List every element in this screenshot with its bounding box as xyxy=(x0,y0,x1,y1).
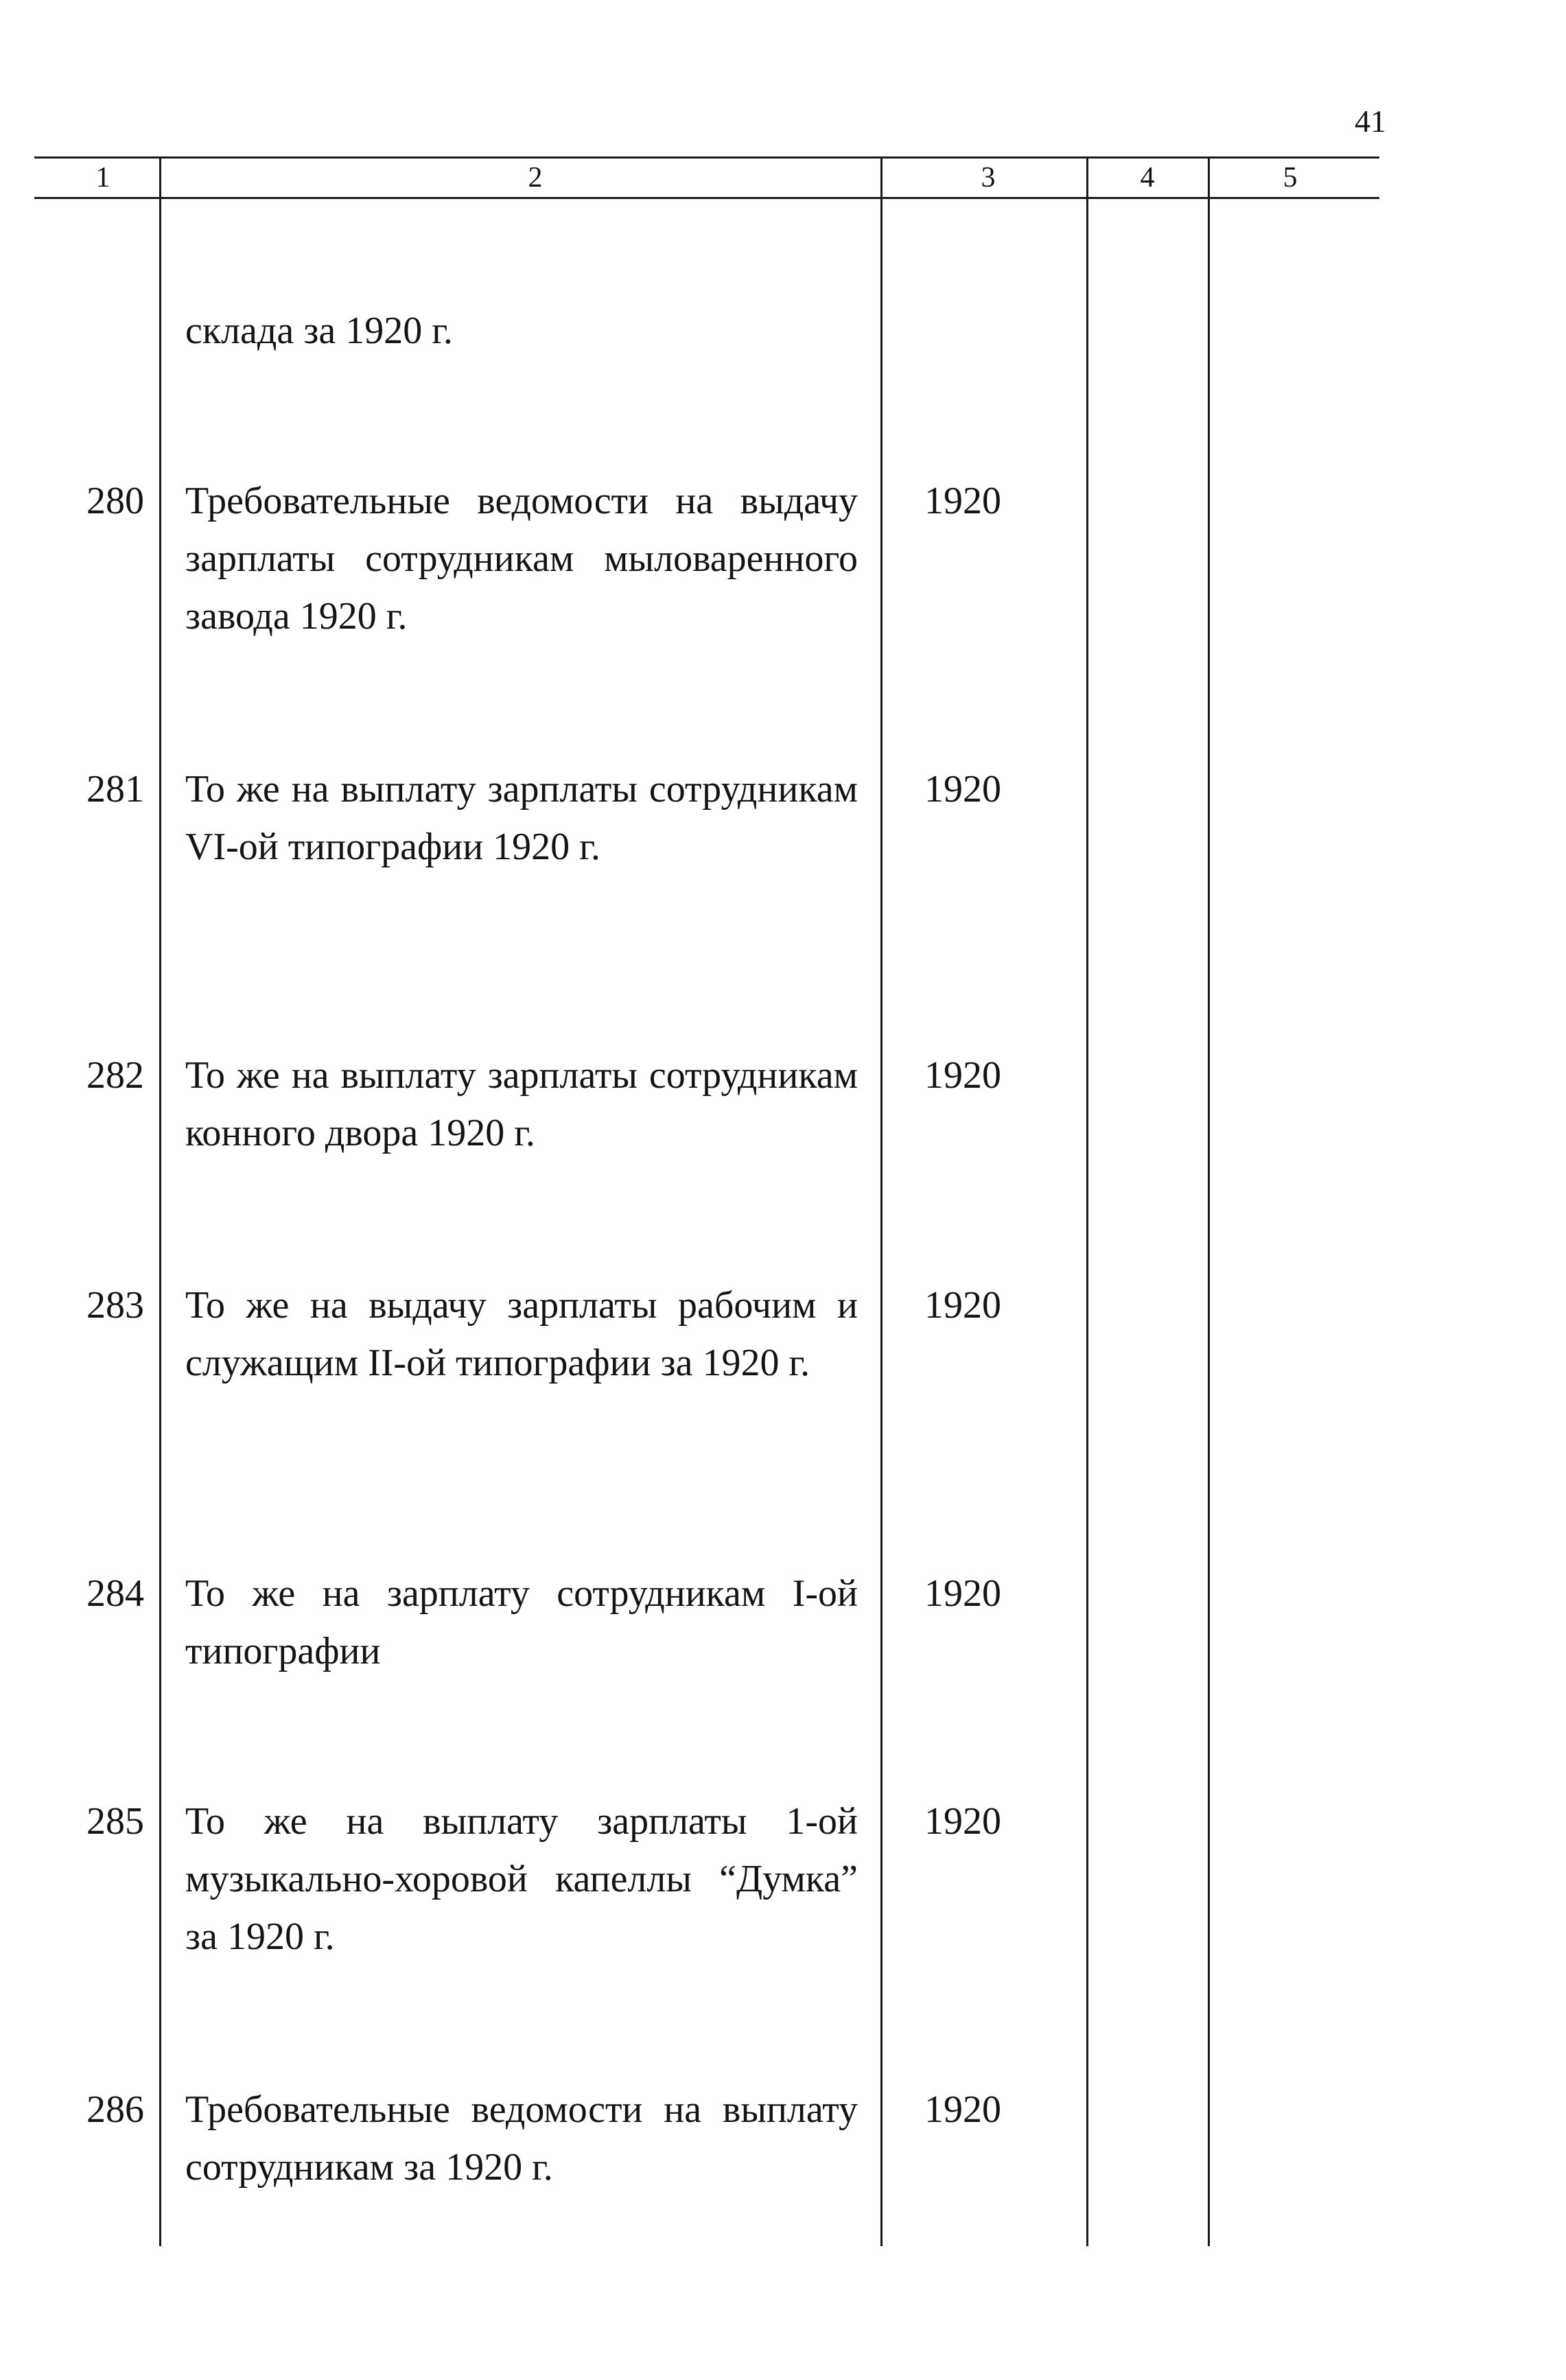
column-header-4: 4 xyxy=(1140,162,1155,194)
column-divider-4 xyxy=(1208,156,1210,2246)
row-number: 286 xyxy=(86,2088,144,2131)
row-description: Требовательные ведомости на выплату сотрудникам за 1920 г. xyxy=(185,2088,858,2189)
row-number: 282 xyxy=(86,1054,144,1097)
column-divider-3 xyxy=(1086,156,1088,2246)
row-number: 284 xyxy=(86,1572,144,1615)
row-number: 283 xyxy=(86,1284,144,1327)
row-description: То же на зарплату сотрудникам I-ой типографии xyxy=(185,1572,858,1672)
row-year: 1920 xyxy=(924,1054,1001,1097)
header-bottom-rule xyxy=(34,197,1379,199)
row-number: 281 xyxy=(86,768,144,810)
row-year: 1920 xyxy=(924,1284,1001,1327)
row-description: То же на выплату зарплаты сотрудникам VI-ой типографии 1920 г. xyxy=(185,768,858,868)
row-year: 1920 xyxy=(924,768,1001,810)
row-description: склада за 1920 г. xyxy=(185,310,453,352)
row-number: 280 xyxy=(86,480,144,522)
column-header-5: 5 xyxy=(1283,162,1298,194)
column-header-1: 1 xyxy=(95,162,110,194)
row-year: 1920 xyxy=(924,480,1001,522)
row-description: То же на выплату зарплаты сотрудникам конного двора 1920 г. xyxy=(185,1054,858,1154)
row-description: То же на выплату зарплаты 1-ой музыкально-хоровой капеллы “Думка” за 1920 г. xyxy=(185,1800,858,1958)
column-header-2: 2 xyxy=(528,162,543,194)
header-top-rule xyxy=(34,156,1379,159)
row-description: То же на выдачу зарплаты рабочим и служащим II-ой типографии за 1920 г. xyxy=(185,1284,858,1384)
row-year: 1920 xyxy=(924,1572,1001,1615)
column-header-3: 3 xyxy=(981,162,996,194)
page-number: 41 xyxy=(1355,104,1386,139)
column-divider-1 xyxy=(159,156,161,2246)
row-description: Требовательные ведомости на выдачу зарплаты сотрудникам мыловаренного завода 1920 г. xyxy=(185,480,858,638)
row-year: 1920 xyxy=(924,1800,1001,1843)
row-number: 285 xyxy=(86,1800,144,1843)
row-year: 1920 xyxy=(924,2088,1001,2131)
column-divider-2 xyxy=(880,156,883,2246)
